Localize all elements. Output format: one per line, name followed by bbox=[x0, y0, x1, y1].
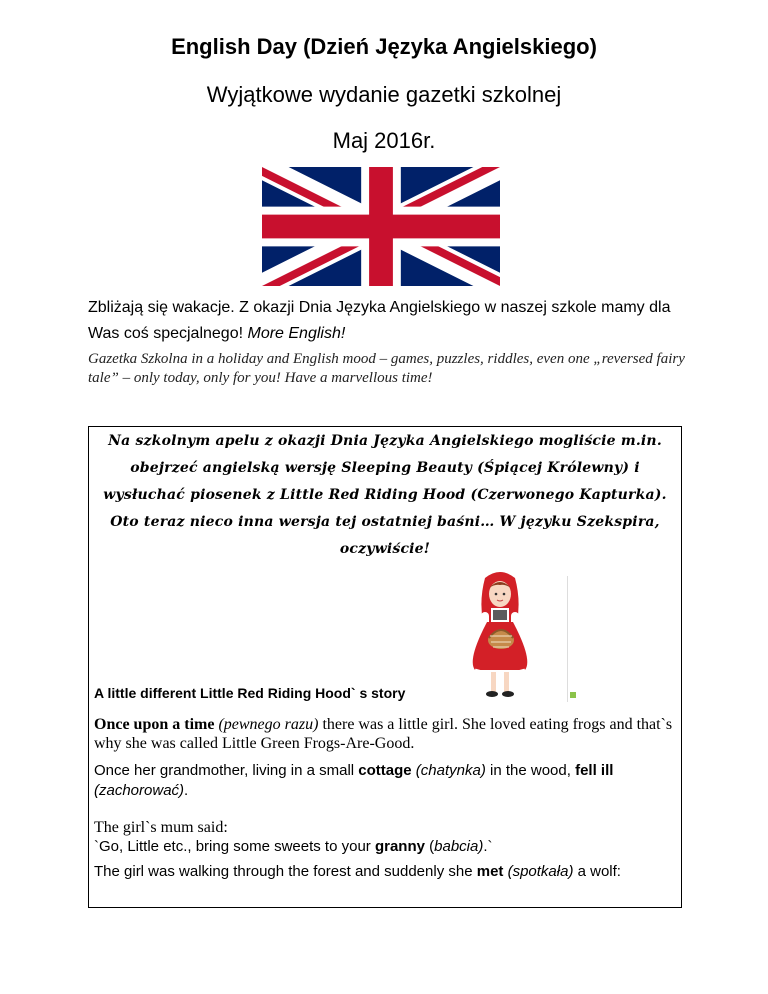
translation: (chatynka) bbox=[411, 762, 486, 779]
intro-emphasis: More English! bbox=[247, 325, 346, 342]
phrase-bold: Once upon a time bbox=[94, 716, 215, 733]
text: Once her grandmother, living in a small bbox=[94, 762, 359, 779]
text: in the wood, bbox=[485, 762, 576, 779]
text: .` bbox=[483, 838, 493, 855]
translation: (zachorować) bbox=[94, 782, 185, 799]
translation: babcia) bbox=[434, 838, 484, 855]
text: ( bbox=[424, 838, 435, 855]
phrase-bold: met bbox=[476, 863, 504, 880]
intro-text: Zbliżają się wakacje. Z okazji Dnia Języka Angielskiego w naszej szkole mamy dla Was coś specjalnego! bbox=[88, 299, 671, 342]
translation: (spotkała) bbox=[503, 863, 574, 880]
phrase-bold: fell ill bbox=[575, 762, 614, 779]
text: . bbox=[184, 782, 189, 799]
text: there was a little girl. She loved eating frogs and that`s why she was called Little Green Frogs-Are-Good. bbox=[94, 716, 673, 752]
story-paragraph-2 bbox=[94, 761, 676, 801]
phrase-bold: granny bbox=[374, 838, 425, 855]
page-subtitle: Wyjątkowe wydanie gazetki szkolnej bbox=[206, 82, 562, 107]
text: The girl was walking through the forest and suddenly she bbox=[94, 863, 477, 880]
newsletter-note: Gazetka Szkolna in a holiday and English mood – games, puzzles, riddles, even one „reversed fairy tale” – only today, only for you! Have a marvellous time! bbox=[88, 351, 685, 386]
decorative-side-strip bbox=[567, 576, 580, 702]
story-paragraph-1 bbox=[94, 715, 676, 753]
text: a wolf: bbox=[573, 863, 621, 880]
story-paragraph-4 bbox=[94, 862, 676, 882]
dialogue-intro: The girl`s mum said: bbox=[94, 819, 228, 836]
page-title: English Day (Dzień Języka Angielskiego) bbox=[171, 34, 597, 59]
story-heading: A little different Little Red Riding Hood` s story bbox=[94, 685, 406, 701]
phrase-bold: cottage bbox=[358, 762, 412, 779]
red-riding-hood-illustration-icon bbox=[455, 570, 545, 705]
fancy-announcement: Na szkolnym apelu z okazji Dnia Języka Angielskiego mogliście m.in. obejrzeć angielską wersję Sleeping Beauty (Śpiącej Królewny) i wysłuchać piosenek z Little Red Riding Hood (Czerwonego Kapturka). Oto teraz nieco inna wersja tej ostatniej baśni… W języku Szekspira, oczywiście! bbox=[103, 433, 667, 557]
union-jack-flag-icon bbox=[262, 167, 500, 286]
story-paragraph-3 bbox=[94, 818, 676, 857]
translation: (pewnego razu) bbox=[214, 716, 319, 733]
text: `Go, Little etc., bring some sweets to your bbox=[94, 838, 375, 855]
green-marker-icon bbox=[570, 692, 576, 698]
issue-date: Maj 2016r. bbox=[332, 128, 436, 153]
intro-paragraph bbox=[88, 295, 688, 347]
